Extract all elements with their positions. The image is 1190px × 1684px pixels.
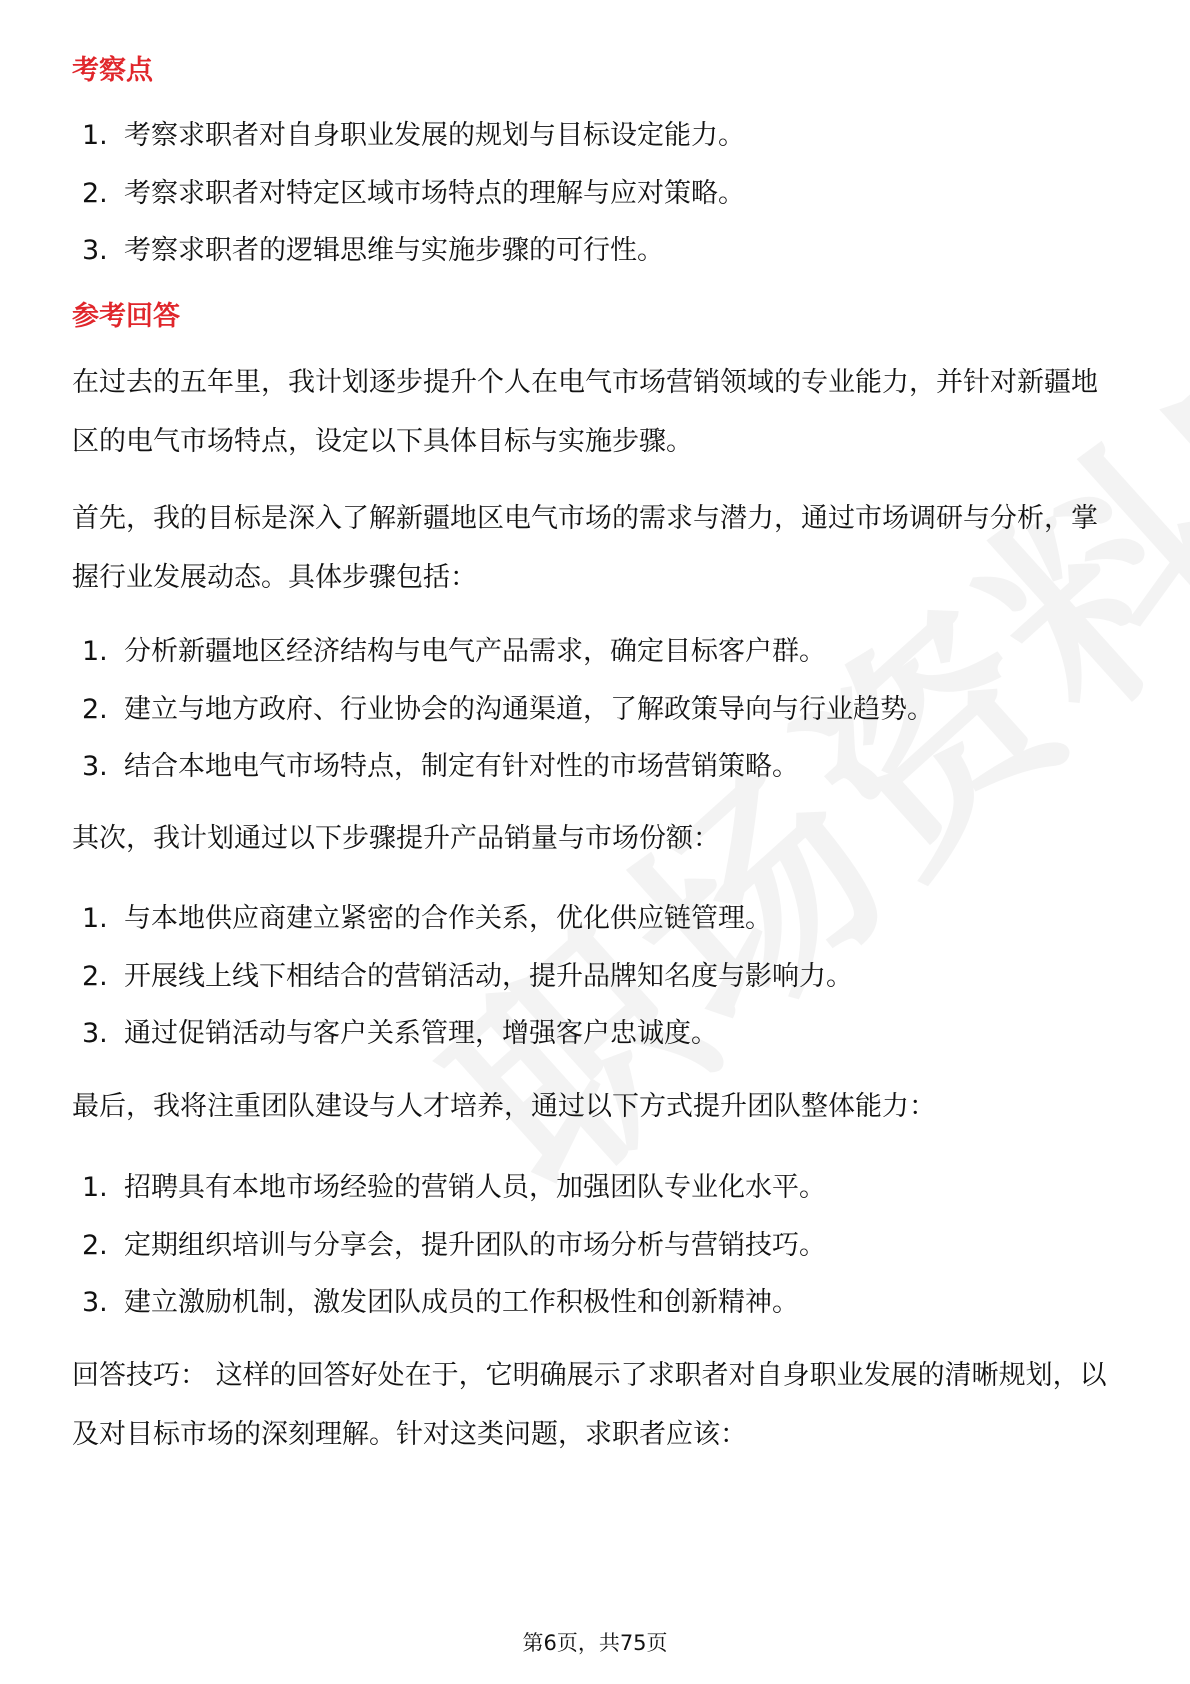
- list-item: 3. 通过促销活动与客户关系管理，增强客户忠诚度。: [82, 1018, 718, 1049]
- answer-intro: 在过去的五年里，我计划逐步提升个人在电气市场营销领域的专业能力，并针对新疆地区的电气市场特点，设定以下具体目标与实施步骤。: [72, 367, 1098, 457]
- answer-first-paragraph: 首先，我的目标是深入了解新疆地区电气市场的需求与潜力，通过市场调研与分析，掌握行业发展动态。具体步骤包括：: [72, 503, 1098, 593]
- list-item: 3. 考察求职者的逻辑思维与实施步骤的可行性。: [82, 235, 664, 266]
- section-title-cankao: 参考回答: [72, 301, 180, 332]
- list-item: 2. 建立与地方政府、行业协会的沟通渠道，了解政策导向与行业趋势。: [82, 693, 934, 725]
- last-steps-list: [82, 1159, 1117, 1332]
- second-steps-list: [82, 890, 1117, 1063]
- list-item: 3. 结合本地电气市场特点，制定有针对性的市场营销策略。: [82, 751, 799, 782]
- list-item: 2. 考察求职者对特定区域市场特点的理解与应对策略。: [82, 177, 745, 209]
- kaochadian-list: [82, 107, 1117, 280]
- list-item: 2. 定期组织培训与分享会，提升团队的市场分析与营销技巧。: [82, 1229, 826, 1261]
- list-item: 1. 分析新疆地区经济结构与电气产品需求，确定目标客户群。: [82, 636, 826, 667]
- section-title-kaochadian: 考察点: [72, 55, 153, 86]
- list-item: 1. 招聘具有本地市场经验的营销人员，加强团队专业化水平。: [82, 1172, 826, 1203]
- list-item: 2. 开展线上线下相结合的营销活动，提升品牌知名度与影响力。: [82, 960, 853, 992]
- list-item: 3. 建立激励机制，激发团队成员的工作积极性和创新精神。: [82, 1287, 799, 1318]
- page-footer: 第6页，共75页: [522, 1631, 668, 1655]
- answer-second-paragraph: 其次，我计划通过以下步骤提升产品销量与市场份额：: [72, 823, 720, 854]
- first-steps-list: [82, 623, 1117, 796]
- answer-last-paragraph: 最后，我将注重团队建设与人才培养，通过以下方式提升团队整体能力：: [72, 1091, 936, 1122]
- answer-tips: 回答技巧： 这样的回答好处在于，它明确展示了求职者对自身职业发展的清晰规划，以及对目标市场的深刻理解。针对这类问题，求职者应该：: [72, 1360, 1107, 1450]
- list-item: 1. 与本地供应商建立紧密的合作关系，优化供应链管理。: [82, 903, 772, 934]
- list-item: 1. 考察求职者对自身职业发展的规划与目标设定能力。: [82, 120, 745, 151]
